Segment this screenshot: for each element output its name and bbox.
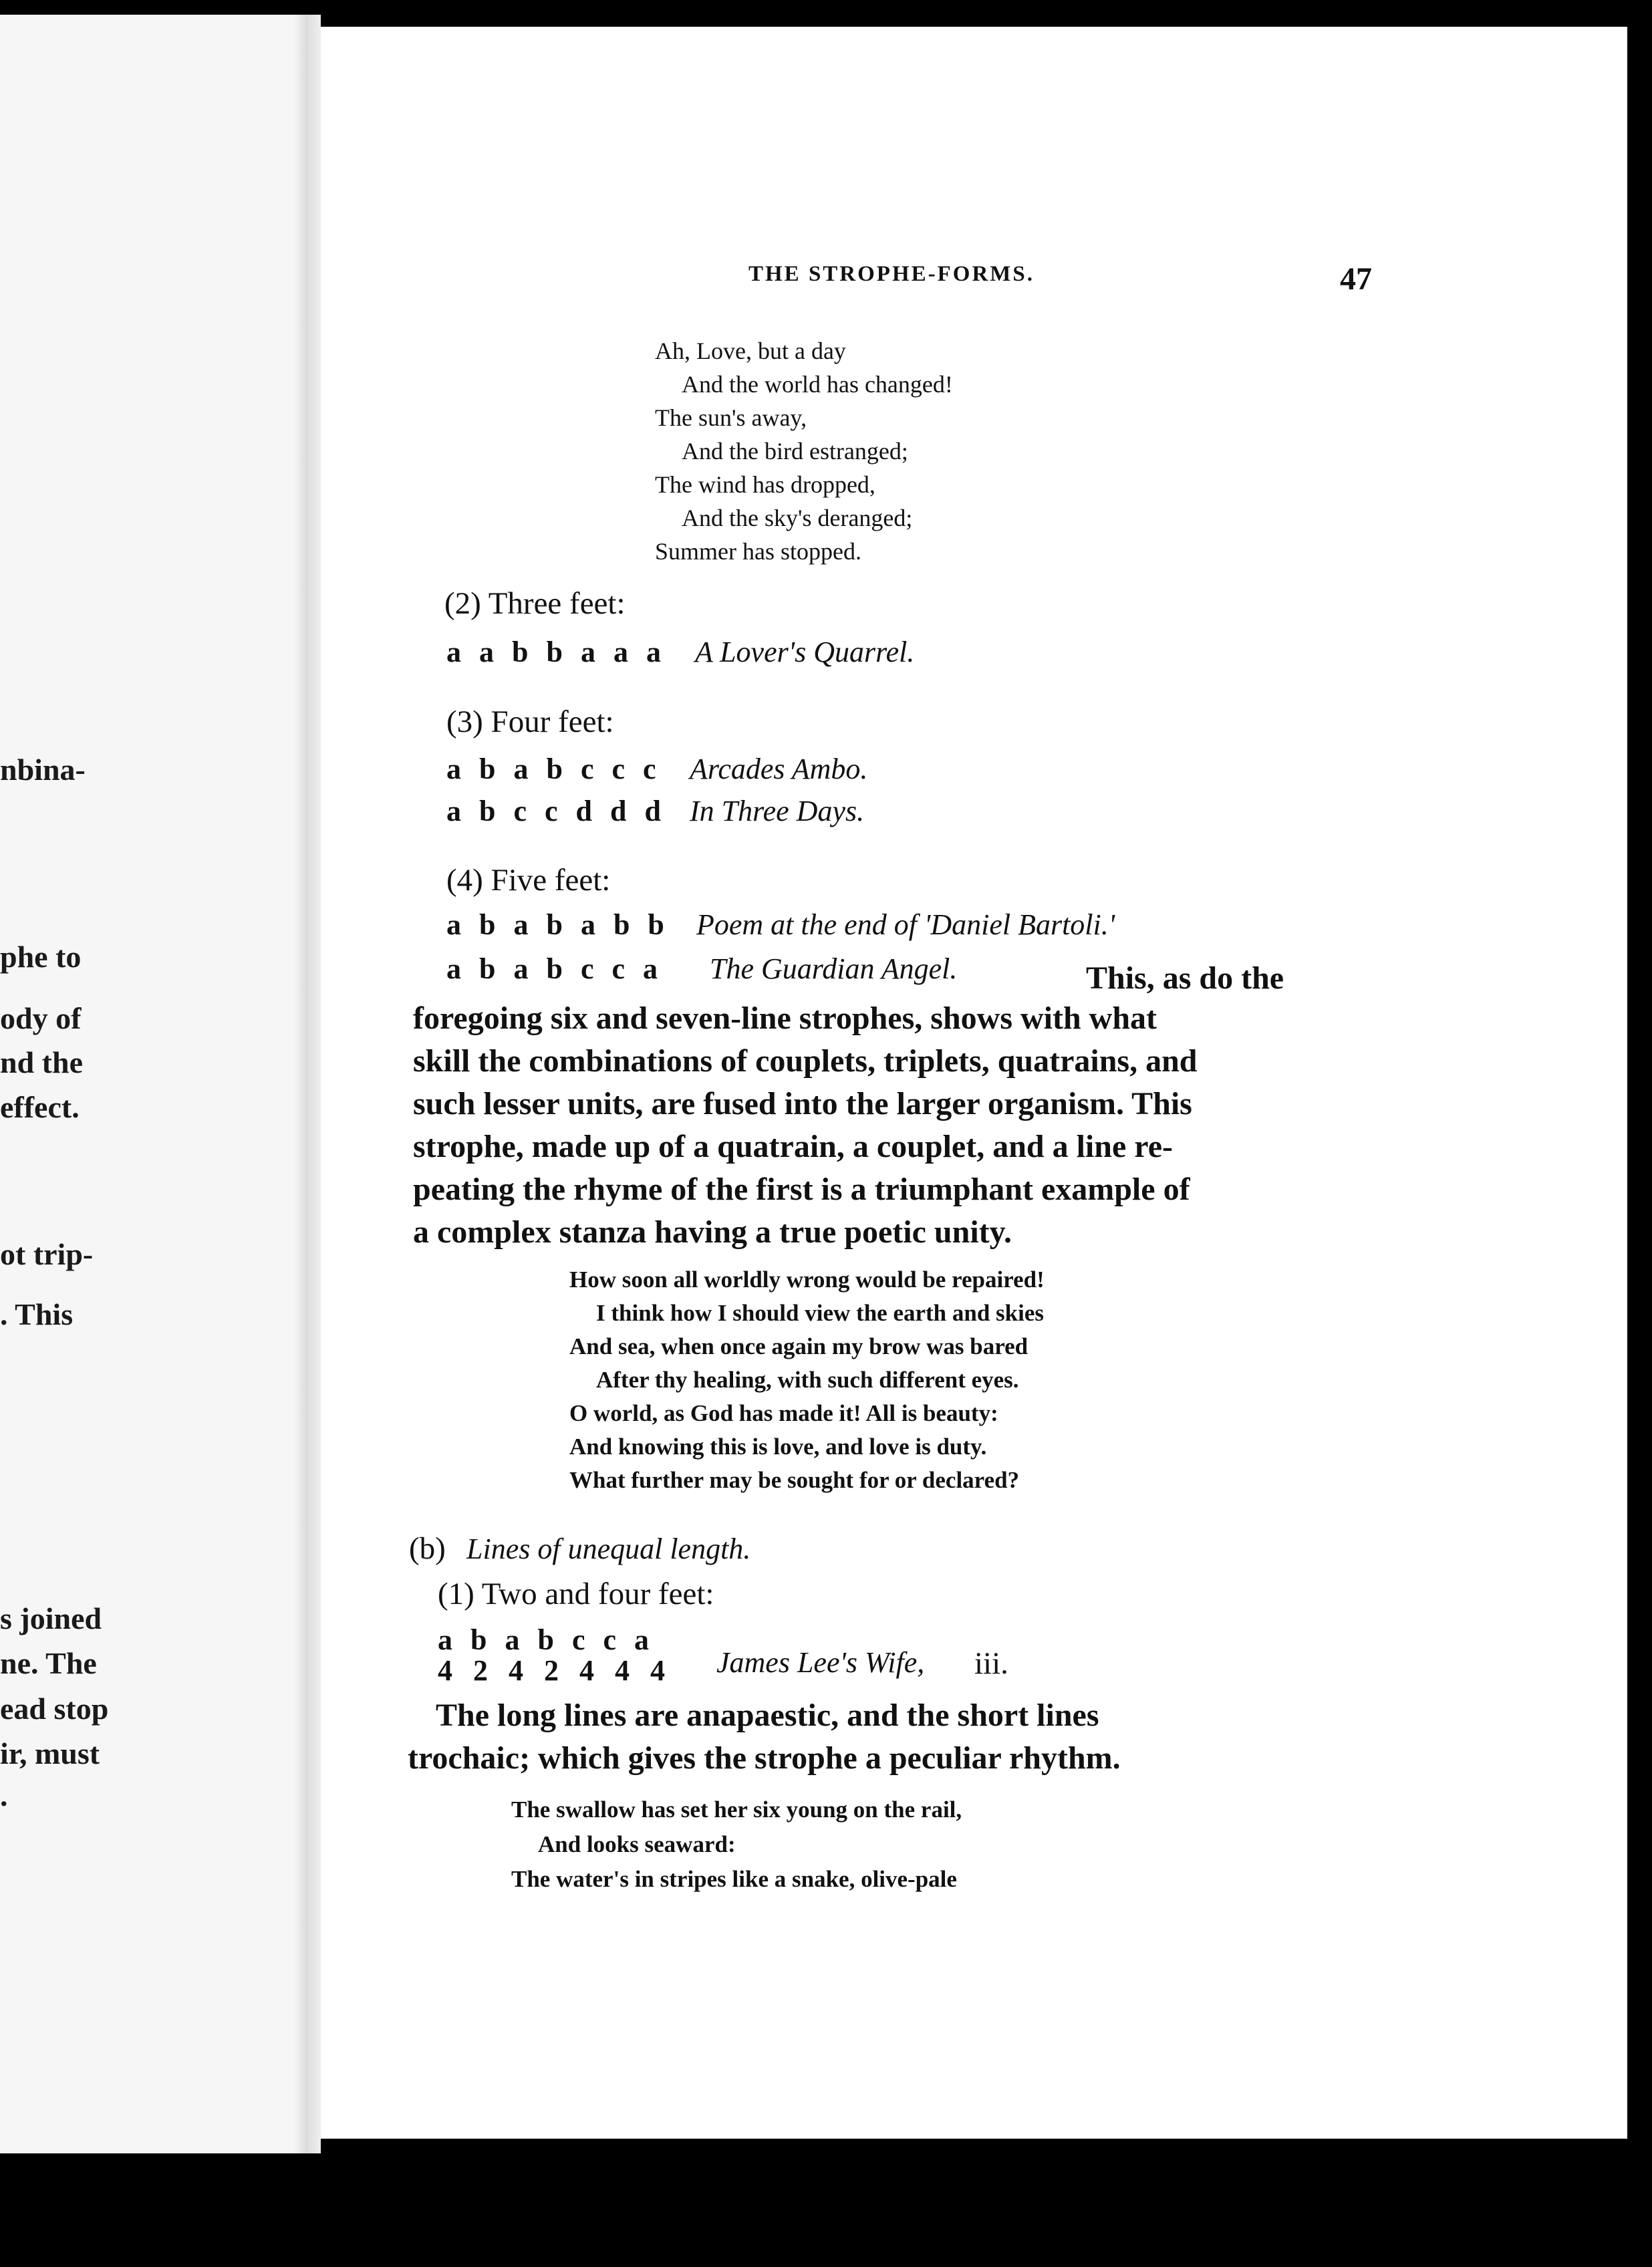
left-fragment: ead stop bbox=[0, 1692, 109, 1726]
section-heading: Lines of unequal length. bbox=[466, 1532, 751, 1565]
section-heading: (2) Three feet: bbox=[444, 586, 626, 621]
body-text: This, as do the bbox=[1086, 960, 1284, 996]
paragraph-line: strophe, made up of a quatrain, a couplet, and a line re- bbox=[413, 1129, 1173, 1164]
poem-line: Summer has stopped. bbox=[655, 538, 861, 565]
left-fragment: ir, must bbox=[0, 1736, 100, 1770]
paragraph-line: skill the combinations of couplets, triplets, quatrains, and bbox=[413, 1043, 1198, 1079]
poem-stanza-2 bbox=[569, 1263, 1045, 1497]
rhyme-scheme: a b a b a b b bbox=[446, 908, 670, 941]
page-number: 47 bbox=[1340, 261, 1372, 297]
poem-title: Arcades Ambo. bbox=[690, 753, 868, 785]
subsection-heading: (1) Two and four feet: bbox=[438, 1577, 714, 1611]
left-fragment: nbina- bbox=[0, 753, 86, 787]
paragraph-line: The long lines are anapaestic, and the short lines bbox=[436, 1698, 1099, 1733]
paragraph-line: a complex stanza having a true poetic unity. bbox=[413, 1214, 1012, 1250]
poem-stanza-3 bbox=[511, 1792, 962, 1897]
left-fragment: . This bbox=[0, 1297, 74, 1331]
poem-line: And looks seaward: bbox=[538, 1831, 736, 1857]
poem-line: And knowing this is love, and love is duty. bbox=[569, 1434, 987, 1460]
poem-title-suffix: iii. bbox=[974, 1646, 1008, 1681]
poem-line: The wind has dropped, bbox=[655, 471, 875, 498]
poem-line: After thy healing, with such different eyes. bbox=[596, 1367, 1019, 1393]
poem-title: In Three Days. bbox=[690, 795, 865, 827]
poem-stanza-1 bbox=[655, 334, 953, 568]
poem-line: And the sky's deranged; bbox=[682, 505, 913, 531]
poem-line: How soon all worldly wrong would be repaired! bbox=[569, 1266, 1045, 1293]
poem-title: Poem at the end of 'Daniel Bartoli.' bbox=[696, 908, 1115, 941]
paragraph-line: such lesser units, are fused into the larger organism. This bbox=[413, 1086, 1192, 1121]
paragraph-line: foregoing six and seven-line strophes, shows with what bbox=[413, 1001, 1157, 1036]
paragraph-line: peating the rhyme of the first is a triumphant example of bbox=[413, 1172, 1190, 1207]
poem-title: The Guardian Angel. bbox=[710, 952, 958, 985]
poem-line: And the world has changed! bbox=[682, 371, 953, 398]
poem-line: Ah, Love, but a day bbox=[655, 338, 846, 364]
poem-title: James Lee's Wife, bbox=[716, 1646, 925, 1679]
poem-line: What further may be sought for or declared? bbox=[569, 1467, 1020, 1493]
running-head: THE STROPHE-FORMS. bbox=[748, 262, 1035, 286]
page-gutter bbox=[294, 15, 321, 2153]
left-fragment: ot trip- bbox=[0, 1237, 94, 1271]
left-fragment: ne. The bbox=[0, 1646, 97, 1680]
paragraph bbox=[413, 997, 1197, 1254]
left-fragment: effect. bbox=[0, 1090, 80, 1124]
rhyme-scheme: a b a b c c c bbox=[446, 753, 662, 785]
left-fragment: s joined bbox=[0, 1601, 102, 1635]
left-fragment: . bbox=[0, 1778, 8, 1813]
poem-line: The sun's away, bbox=[655, 404, 807, 431]
paragraph-line: trochaic; which gives the strophe a peculiar rhythm. bbox=[408, 1740, 1121, 1776]
poem-line: The swallow has set her six young on the rail, bbox=[511, 1796, 962, 1823]
poem-line: I think how I should view the earth and skies bbox=[596, 1300, 1045, 1326]
left-page bbox=[0, 15, 302, 2153]
poem-line: And sea, when once again my brow was bared bbox=[569, 1333, 1028, 1359]
rhyme-scheme: a b a b c c a bbox=[438, 1623, 654, 1656]
rhyme-scheme: a b c c d d d bbox=[446, 795, 666, 827]
left-fragment: ody of bbox=[0, 1001, 82, 1035]
poem-line: And the bird estranged; bbox=[682, 438, 908, 464]
poem-title: A Lover's Quarrel. bbox=[695, 636, 915, 668]
rhyme-scheme: a b a b c c a bbox=[446, 952, 663, 985]
left-fragment: phe to bbox=[0, 940, 82, 974]
poem-line: The water's in stripes like a snake, olive-pale bbox=[511, 1866, 957, 1892]
poem-line: O world, as God has made it! All is beauty: bbox=[569, 1400, 998, 1426]
left-fragment: nd the bbox=[0, 1045, 83, 1079]
section-heading: (4) Five feet: bbox=[446, 863, 611, 898]
metre-numbers: 4 2 4 2 4 4 4 bbox=[438, 1654, 672, 1687]
paragraph bbox=[408, 1694, 1121, 1780]
rhyme-scheme: a a b b a a a bbox=[446, 636, 666, 668]
section-heading: (3) Four feet: bbox=[446, 704, 614, 739]
section-label: (b) bbox=[409, 1531, 446, 1566]
